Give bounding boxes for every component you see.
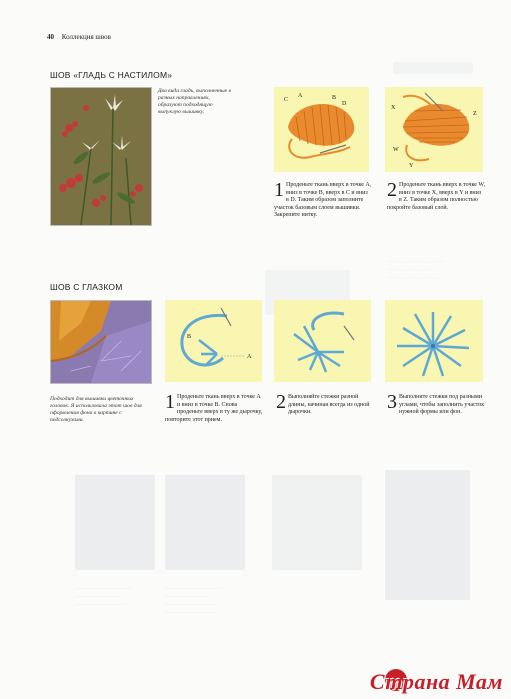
step-number: 1 [274, 179, 284, 201]
step-number: 2 [387, 179, 397, 201]
diagram-label: A [298, 93, 303, 99]
step-satin-1 [274, 179, 372, 220]
step-number: 2 [276, 391, 286, 413]
watermark: Страна Мам [369, 669, 503, 694]
step-text: Проденьте ткань вверх в точке A, вниз в точке B, вверх в C и вниз в D. Таким образом заполните участок базовым слоем вышивки. Закрепите нитку. [274, 182, 372, 218]
diagram-eyelet-step1 [165, 300, 262, 382]
running-header [47, 33, 111, 41]
step-text: Выполните стежки под разными углами, чтобы заполнить участок нужной формы или фон. [399, 394, 485, 415]
step-eyelet-3 [387, 391, 485, 417]
step-number: 3 [387, 391, 397, 413]
diagram-label: D [342, 101, 347, 107]
diagram-label: B [332, 95, 337, 101]
section-title-eyelet: ШОВ С ГЛАЗКОМ [50, 282, 123, 292]
step-text: Проденьте ткань вверх в точке W, вниз в точке X, вверх в Y и вниз в Z. Таким образом полностью покройте базовый слой. [387, 182, 486, 211]
diagram-eyelet-step2 [274, 300, 371, 382]
diagram-label: Z [473, 111, 477, 117]
step-number: 1 [165, 391, 175, 413]
step-text: Выполняйте стежки разной длины, начиная всегда из одной дырочки. [288, 394, 370, 415]
diagram-label: B [187, 334, 192, 340]
section-title-satin-padded: ШОВ «ГЛАДЬ С НАСТИЛОМ» [50, 70, 173, 80]
diagram-satin-step1 [274, 87, 369, 172]
embroidery-photo-lilies [50, 87, 152, 226]
page-number: 40 [47, 33, 54, 41]
diagram-label: W [393, 147, 399, 153]
step-text: Проденьте ткань вверх в точке A и вниз в точке B. Снова проденьте вверх в ту же дырочку, повторите этот прием. [165, 394, 263, 423]
photo-caption-eyelet: Подходит для вышивки цветочных головок. Я использовала этот шов для оформления фона в картине с подсолнухами. [50, 396, 142, 423]
photo-caption-satin: Два вида гладь, выполненные в разных направлениях, образуют подходящую выпуклую вышивку. [158, 88, 231, 115]
step-eyelet-2 [276, 391, 372, 417]
diagram-label: C [284, 97, 289, 103]
embroidery-photo-eyelet [50, 300, 152, 384]
diagram-eyelet-step3 [385, 300, 483, 382]
step-satin-2 [387, 179, 486, 212]
diagram-label: X [391, 105, 396, 111]
diagram-label: A [247, 354, 252, 360]
chapter-title: Коллекция швов [61, 33, 111, 41]
step-eyelet-1 [165, 391, 263, 424]
diagram-satin-step2 [385, 87, 483, 172]
diagram-label: Y [409, 163, 414, 169]
